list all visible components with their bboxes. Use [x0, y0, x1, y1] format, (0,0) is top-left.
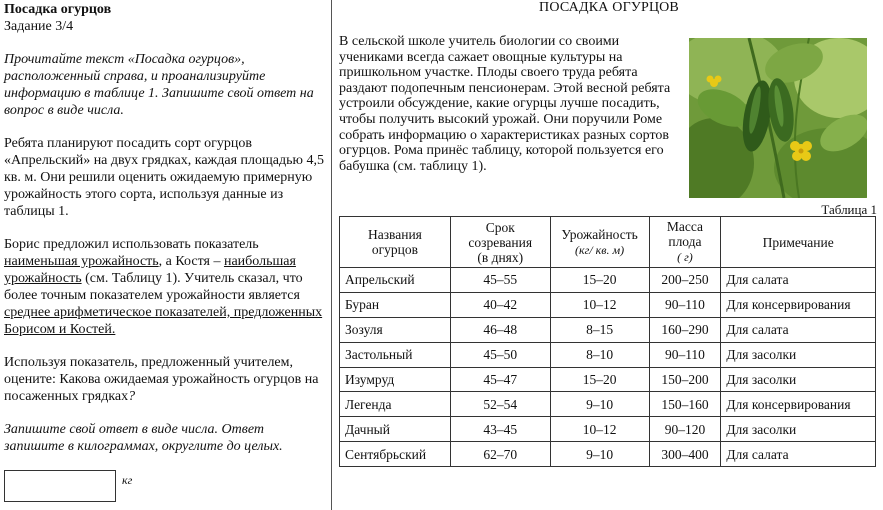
- cell-mass: 90–110: [649, 342, 721, 367]
- header-yield: Урожайность (кг/ кв. м): [550, 217, 649, 268]
- cell-mass: 90–120: [649, 417, 721, 442]
- answer-unit: кг: [122, 473, 133, 487]
- cell-mass: 90–110: [649, 292, 721, 317]
- answer-row: [4, 470, 132, 502]
- cell-name: Буран: [340, 292, 451, 317]
- header-mass: Масса плода ( г): [649, 217, 721, 268]
- task-question: Используя показатель, предложенный учителем, оцените: Какова ожидаемая урожайность огурцов на посаженных грядках?: [4, 355, 319, 404]
- cell-name: Зозуля: [340, 317, 451, 342]
- table-row: [340, 317, 876, 342]
- cell-yield: 9–10: [550, 392, 649, 417]
- cell-name: Апрельский: [340, 268, 451, 293]
- table-row: [340, 367, 876, 392]
- cucumber-plant-photo: [689, 38, 867, 198]
- cell-yield: 8–10: [550, 342, 649, 367]
- cell-mass: 300–400: [649, 442, 721, 467]
- table-row: [340, 342, 876, 367]
- cell-term: 43–45: [450, 417, 550, 442]
- text-intro: В сельской школе учитель биологии со своими учениками всегда сажает овощные культуры на пришкольном участке. Плоды своего труда ребята раздают подопечным пенсионерам. Этой весной ребята устроили обсуждение, какие огурцы лучше посадить, чтобы получить высокий урожай. Они поручили Роме собрать информацию о характеристиках разных сортов огурцов. Рома принёс таблицу, которой пользуется его бабушка (см. таблицу 1).: [339, 34, 671, 174]
- cell-note: Для салата: [721, 268, 876, 293]
- cell-note: Для консервирования: [721, 292, 876, 317]
- cell-term: 52–54: [450, 392, 550, 417]
- table-row: [340, 417, 876, 442]
- cell-yield: 8–15: [550, 317, 649, 342]
- text-title: ПОСАДКА ОГУРЦОВ: [539, 0, 679, 15]
- table-row: [340, 392, 876, 417]
- cell-yield: 9–10: [550, 442, 649, 467]
- cell-yield: 10–12: [550, 292, 649, 317]
- table-row: [340, 292, 876, 317]
- table-caption: Таблица 1: [821, 202, 877, 217]
- cell-yield: 10–12: [550, 417, 649, 442]
- table-header-row: [340, 217, 876, 268]
- task-instruction: Прочитайте текст «Посадка огурцов», расположенный справа, и проанализируйте информацию в таблице 1. Запишите свой ответ на вопрос в виде числа.: [4, 52, 314, 118]
- cell-note: Для консервирования: [721, 392, 876, 417]
- task-paragraph-1: Ребята планируют посадить сорт огурцов «Апрельский» на двух грядках, каждая площадью 4,5 кв. м. Они решили оценить ожидаемую примерную урожайность этого сорта, используя данные из таблицы 1.: [4, 136, 324, 219]
- cell-name: Дачный: [340, 417, 451, 442]
- header-note: Примечание: [721, 217, 876, 268]
- column-divider: [331, 0, 332, 510]
- answer-input[interactable]: [4, 470, 116, 502]
- cell-note: Для засолки: [721, 367, 876, 392]
- cell-mass: 150–200: [649, 367, 721, 392]
- cell-note: Для засолки: [721, 342, 876, 367]
- task-paragraph-2: Борис предложил использовать показатель наименьшая урожайность, а Костя – наибольшая урожайность (см. Таблицу 1). Учитель сказал, что более точным показателем урожайности является среднее арифметическое показателей, предложенных Борисом и Костей.: [4, 237, 323, 337]
- table-row: [340, 268, 876, 293]
- cell-note: Для засолки: [721, 417, 876, 442]
- cell-term: 45–55: [450, 268, 550, 293]
- cell-yield: 15–20: [550, 367, 649, 392]
- text-panel: [339, 0, 879, 462]
- answer-note: Запишите свой ответ в виде числа. Ответ запишите в килограммах, округлите до целых.: [4, 422, 283, 454]
- task-title: Посадка огурцов: [4, 2, 112, 17]
- cell-name: Застольный: [340, 342, 451, 367]
- cucumber-varieties-table: [339, 216, 876, 467]
- cell-mass: 200–250: [649, 268, 721, 293]
- task-number: Задание 3/4: [4, 19, 74, 34]
- cell-yield: 15–20: [550, 268, 649, 293]
- table-row: [340, 442, 876, 467]
- cell-term: 40–42: [450, 292, 550, 317]
- cell-term: 45–50: [450, 342, 550, 367]
- header-name: Названия огурцов: [340, 217, 451, 268]
- cell-mass: 160–290: [649, 317, 721, 342]
- cell-term: 46–48: [450, 317, 550, 342]
- cell-mass: 150–160: [649, 392, 721, 417]
- task-panel: [4, 0, 326, 455]
- header-term: Срок созревания (в днях): [450, 217, 550, 268]
- cell-name: Легенда: [340, 392, 451, 417]
- cell-term: 62–70: [450, 442, 550, 467]
- cell-name: Сентябрьский: [340, 442, 451, 467]
- cell-term: 45–47: [450, 367, 550, 392]
- cell-note: Для салата: [721, 317, 876, 342]
- cell-note: Для салата: [721, 442, 876, 467]
- cell-name: Изумруд: [340, 367, 451, 392]
